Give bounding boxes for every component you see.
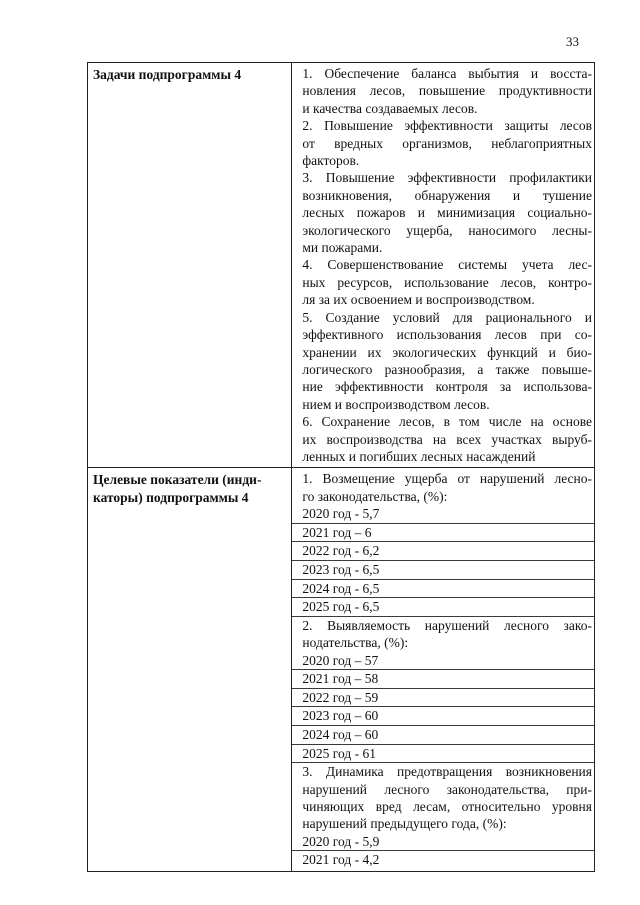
label-indicators xyxy=(88,468,291,507)
label-line: каторы) подпрограммы 4 xyxy=(93,490,249,506)
text-line: нием и воспроизводством лесов. xyxy=(302,396,490,412)
indicator-year-value: 2020 год - 5,7 xyxy=(292,505,594,524)
indicator-year-value: 2022 год – 59 xyxy=(292,689,594,708)
indicator-year-value: 2024 год - 6,5 xyxy=(292,580,594,599)
text-line: ных ресурсов, использование лесов, контро- xyxy=(302,274,592,290)
label-cell-indicators xyxy=(88,468,292,872)
text-line: ля за их освоением и воспроизводством. xyxy=(302,292,535,308)
text-line: ми пожарами. xyxy=(302,240,383,256)
text-line: 2. Повышение эффективности защиты лесов xyxy=(302,118,592,134)
text-line: 4. Совершенствование системы учета лес- xyxy=(302,257,592,273)
table-row-indicators xyxy=(88,468,595,872)
text-line: экологического ущерба, наносимого лесны- xyxy=(302,222,592,238)
indicator-header-line: нодательства, (%): xyxy=(302,635,409,651)
indicator-header-line: чиняющих вред лесам, относительно уровня xyxy=(302,798,592,814)
text-line: эффективного использования лесов при со- xyxy=(302,327,592,343)
text-line: ленных и погибших лесных насаждений xyxy=(302,448,536,464)
content-cell-tasks xyxy=(292,63,595,468)
indicator-header-line: нарушений предыдущего года, (%): xyxy=(302,816,507,832)
text-line: 6. Сохранение лесов, в том числе на основе xyxy=(302,414,592,430)
text-line: от вредных организмов, неблагоприятных xyxy=(302,135,592,151)
text-line: логического разнообразия, а также повыше- xyxy=(302,361,592,377)
indicator-header-line: 2. Выявляемость нарушений лесного зако- xyxy=(302,617,592,633)
text-line: новления лесов, повышение продуктивности xyxy=(302,83,592,99)
text-line: факторов. xyxy=(302,153,360,169)
label-line: Задачи подпрограммы 4 xyxy=(93,67,242,82)
indicator-header-line: нарушений лесного законодательства, при- xyxy=(302,781,592,797)
label-cell-tasks xyxy=(88,63,292,468)
program-table xyxy=(87,62,595,872)
text-line: лесных пожаров и минимизация социально- xyxy=(302,205,592,221)
text-line: их воспроизводства на всех участках выруб- xyxy=(302,431,592,447)
indicator-header-line: го законодательства, (%): xyxy=(302,488,448,504)
indicator-header-line: 1. Возмещение ущерба от нарушений лесно- xyxy=(302,471,592,487)
text-line: 1. Обеспечение баланса выбытия и восста- xyxy=(302,66,592,81)
label-line: Целевые показатели (инди- xyxy=(93,472,262,488)
indicator-year-value: 2021 год - 4,2 xyxy=(302,852,380,868)
indicator-year-value: 2025 год - 61 xyxy=(292,745,594,764)
indicator-year-value: 2021 год – 58 xyxy=(292,670,594,689)
text-line: хранении их экологических функций и био- xyxy=(302,344,592,360)
indicator-year-value: 2021 год – 6 xyxy=(292,524,594,543)
table-row-tasks xyxy=(88,63,595,468)
page-number: 33 xyxy=(566,34,579,49)
content-cell-indicators xyxy=(292,468,595,872)
label-tasks xyxy=(88,63,291,84)
indicator-year-value: 2023 год – 60 xyxy=(292,707,594,726)
indicator-year-value: 2022 год - 6,2 xyxy=(292,542,594,561)
text-line: ние эффективности контроля за использова- xyxy=(302,379,592,395)
indicator-year-value: 2025 год - 6,5 xyxy=(292,598,594,617)
text-line: возникновения, обнаружения и тушение xyxy=(302,187,592,203)
indicator-year-value: 2020 год - 5,9 xyxy=(292,833,594,852)
indicator-year-value: 2020 год – 57 xyxy=(292,652,594,671)
text-line: 3. Повышение эффективности профилактики xyxy=(302,170,592,186)
indicator-year-value: 2023 год - 6,5 xyxy=(292,561,594,580)
text-line: 5. Создание условий для рационального и xyxy=(302,309,592,325)
indicator-year-value: 2024 год – 60 xyxy=(292,726,594,745)
text-line: и качества создаваемых лесов. xyxy=(302,100,478,116)
indicator-header-line: 3. Динамика предотвращения возникновения xyxy=(302,764,592,780)
